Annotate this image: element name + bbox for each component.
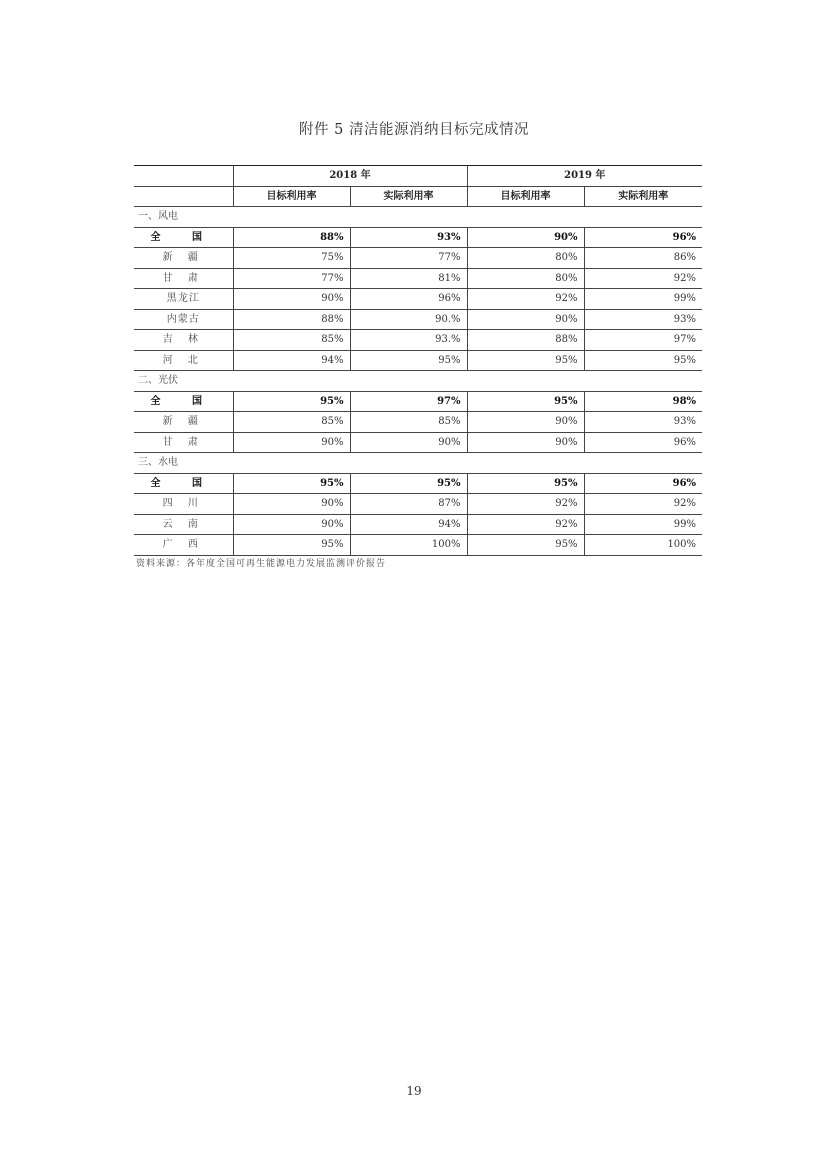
utilization-table	[134, 165, 702, 556]
value-cell: 75%	[233, 248, 350, 269]
header-target-2019: 目标利用率	[467, 186, 584, 207]
page-number: 19	[406, 1084, 422, 1098]
region-cell: 黑龙江	[134, 289, 233, 310]
value-cell: 97%	[350, 391, 467, 412]
value-cell: 85%	[233, 412, 350, 433]
value-cell: 92%	[467, 514, 584, 535]
region-cell: 云 南	[134, 514, 233, 535]
value-cell: 80%	[467, 268, 584, 289]
total-row	[134, 391, 702, 412]
value-cell: 77%	[350, 248, 467, 269]
header-actual-2019: 实际利用率	[584, 186, 702, 207]
value-cell: 99%	[584, 514, 702, 535]
header-year-2019: 2019 年	[467, 166, 702, 187]
region-cell: 甘 肃	[134, 432, 233, 453]
header-corner	[134, 186, 233, 207]
header-actual-2018: 实际利用率	[350, 186, 467, 207]
table-row	[134, 494, 702, 515]
value-cell: 95%	[467, 350, 584, 371]
value-cell: 80%	[467, 248, 584, 269]
value-cell: 90%	[467, 309, 584, 330]
table-row	[134, 535, 702, 556]
table-row	[134, 248, 702, 269]
header-row-years	[134, 166, 702, 187]
value-cell: 88%	[467, 330, 584, 351]
region-cell: 四 川	[134, 494, 233, 515]
value-cell: 90%	[467, 412, 584, 433]
header-target-2018: 目标利用率	[233, 186, 350, 207]
value-cell: 96%	[584, 432, 702, 453]
value-cell: 90%	[233, 432, 350, 453]
region-cell: 广 西	[134, 535, 233, 556]
value-cell: 92%	[584, 494, 702, 515]
value-cell: 90%	[233, 494, 350, 515]
region-cell: 河 北	[134, 350, 233, 371]
value-cell: 95%	[233, 391, 350, 412]
source-note: 资料来源：各年度全国可再生能源电力发展监测评价报告	[136, 559, 387, 569]
value-cell: 96%	[350, 289, 467, 310]
value-cell: 92%	[467, 494, 584, 515]
section-row	[134, 453, 702, 474]
value-cell: 90%	[350, 432, 467, 453]
section-label: 一、风电	[134, 207, 702, 228]
section-label: 三、水电	[134, 453, 702, 474]
value-cell: 95%	[584, 350, 702, 371]
value-cell: 96%	[584, 227, 702, 248]
value-cell: 95%	[467, 473, 584, 494]
region-cell: 甘 肃	[134, 268, 233, 289]
region-cell: 吉 林	[134, 330, 233, 351]
table-row	[134, 309, 702, 330]
region-cell: 全 国	[134, 227, 233, 248]
value-cell: 95%	[350, 350, 467, 371]
value-cell: 85%	[350, 412, 467, 433]
value-cell: 88%	[233, 227, 350, 248]
value-cell: 90%	[233, 289, 350, 310]
header-year-2018: 2018 年	[233, 166, 467, 187]
value-cell: 88%	[233, 309, 350, 330]
value-cell: 95%	[233, 535, 350, 556]
value-cell: 93%	[584, 309, 702, 330]
table-row	[134, 289, 702, 310]
value-cell: 90%	[233, 514, 350, 535]
value-cell: 81%	[350, 268, 467, 289]
value-cell: 95%	[467, 535, 584, 556]
value-cell: 97%	[584, 330, 702, 351]
value-cell: 93%	[350, 227, 467, 248]
table-row	[134, 350, 702, 371]
value-cell: 85%	[233, 330, 350, 351]
region-cell: 全 国	[134, 391, 233, 412]
value-cell: 99%	[584, 289, 702, 310]
region-cell: 新 疆	[134, 412, 233, 433]
value-cell: 77%	[233, 268, 350, 289]
region-cell: 全 国	[134, 473, 233, 494]
region-cell: 新 疆	[134, 248, 233, 269]
section-row	[134, 371, 702, 392]
section-row	[134, 207, 702, 228]
value-cell: 90%	[467, 227, 584, 248]
header-row-metrics	[134, 186, 702, 207]
value-cell: 95%	[467, 391, 584, 412]
value-cell: 90.%	[350, 309, 467, 330]
table-row	[134, 412, 702, 433]
value-cell: 95%	[350, 473, 467, 494]
value-cell: 96%	[584, 473, 702, 494]
value-cell: 94%	[233, 350, 350, 371]
table-row	[134, 268, 702, 289]
total-row	[134, 227, 702, 248]
value-cell: 90%	[467, 432, 584, 453]
value-cell: 86%	[584, 248, 702, 269]
value-cell: 92%	[467, 289, 584, 310]
region-cell: 内蒙古	[134, 309, 233, 330]
value-cell: 98%	[584, 391, 702, 412]
table-row	[134, 432, 702, 453]
value-cell: 95%	[233, 473, 350, 494]
value-cell: 94%	[350, 514, 467, 535]
value-cell: 92%	[584, 268, 702, 289]
document-title: 附件 5 清洁能源消纳目标完成情况	[299, 122, 529, 138]
value-cell: 87%	[350, 494, 467, 515]
table-row	[134, 514, 702, 535]
table-row	[134, 330, 702, 351]
header-corner	[134, 166, 233, 187]
value-cell: 100%	[584, 535, 702, 556]
value-cell: 100%	[350, 535, 467, 556]
value-cell: 93%	[584, 412, 702, 433]
section-label: 二、光伏	[134, 371, 702, 392]
value-cell: 93.%	[350, 330, 467, 351]
total-row	[134, 473, 702, 494]
